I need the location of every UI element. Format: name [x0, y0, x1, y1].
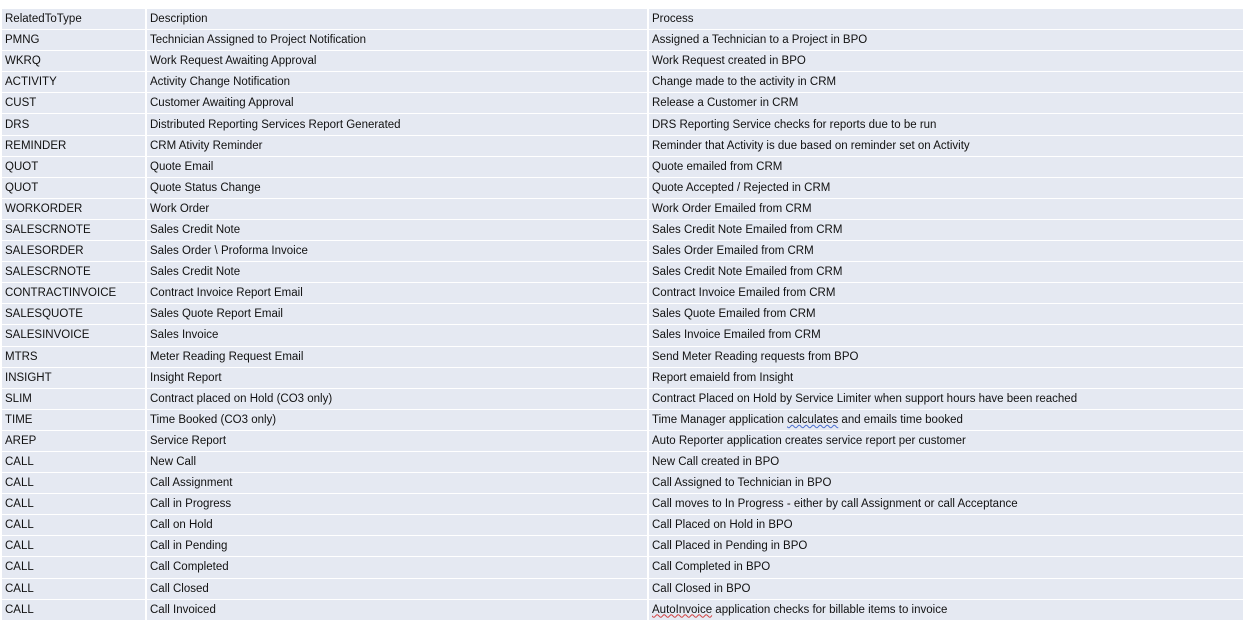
description-cell[interactable]: New Call — [147, 452, 649, 473]
process-cell[interactable]: Auto Reporter application creates service report per customer — [649, 431, 1245, 452]
related-to-type-cell[interactable]: WORKORDER — [2, 199, 147, 220]
related-to-type-cell[interactable]: REMINDER — [2, 136, 147, 157]
table-row — [2, 30, 1245, 51]
table-row — [2, 452, 1245, 473]
spellcheck-word: AutoInvoice — [652, 603, 713, 616]
table-row — [2, 410, 1245, 431]
related-to-type-cell[interactable]: AREP — [2, 431, 147, 452]
related-to-type-cell[interactable]: INSIGHT — [2, 368, 147, 389]
process-cell[interactable]: Time Manager application calculates and emails time booked — [649, 410, 1245, 431]
spellcheck-word: calculates — [787, 413, 839, 426]
related-to-type-cell[interactable]: CALL — [2, 515, 147, 536]
description-cell[interactable]: Sales Quote Report Email — [147, 304, 649, 325]
related-to-type-cell[interactable]: CUST — [2, 93, 147, 114]
table-row — [2, 241, 1245, 262]
description-cell[interactable]: Sales Credit Note — [147, 220, 649, 241]
description-cell[interactable]: Contract placed on Hold (CO3 only) — [147, 389, 649, 410]
process-cell[interactable]: Quote emailed from CRM — [649, 157, 1245, 178]
table-row — [2, 557, 1245, 578]
process-cell[interactable]: Work Order Emailed from CRM — [649, 199, 1245, 220]
related-to-type-cell[interactable]: TIME — [2, 410, 147, 431]
description-cell[interactable]: Call in Progress — [147, 494, 649, 515]
table-row — [2, 431, 1245, 452]
process-cell[interactable]: Sales Credit Note Emailed from CRM — [649, 220, 1245, 241]
header-related-to-type[interactable]: RelatedToType — [2, 9, 147, 30]
table-row — [2, 178, 1245, 199]
process-cell[interactable]: Change made to the activity in CRM — [649, 72, 1245, 93]
table-row — [2, 368, 1245, 389]
related-to-type-cell[interactable]: SLIM — [2, 389, 147, 410]
table-row — [2, 283, 1245, 304]
description-cell[interactable]: Sales Credit Note — [147, 262, 649, 283]
related-to-type-cell[interactable]: MTRS — [2, 347, 147, 368]
process-cell[interactable]: Reminder that Activity is due based on reminder set on Activity — [649, 136, 1245, 157]
related-to-type-cell[interactable]: CALL — [2, 557, 147, 578]
related-to-type-cell[interactable]: ACTIVITY — [2, 72, 147, 93]
description-cell[interactable]: Meter Reading Request Email — [147, 347, 649, 368]
related-to-type-cell[interactable]: SALESCRNOTE — [2, 262, 147, 283]
process-cell[interactable]: Sales Order Emailed from CRM — [649, 241, 1245, 262]
table-row — [2, 72, 1245, 93]
related-to-type-cell[interactable]: CALL — [2, 600, 147, 620]
header-description[interactable]: Description — [147, 9, 649, 30]
related-to-type-cell[interactable]: CALL — [2, 473, 147, 494]
process-cell[interactable]: Call Assigned to Technician in BPO — [649, 473, 1245, 494]
description-cell[interactable]: Technician Assigned to Project Notification — [147, 30, 649, 51]
table-row — [2, 157, 1245, 178]
related-to-type-cell[interactable]: WKRQ — [2, 51, 147, 72]
related-to-type-cell[interactable]: SALESCRNOTE — [2, 220, 147, 241]
table-row — [2, 325, 1245, 346]
process-cell[interactable]: Call moves to In Progress - either by call Assignment or call Acceptance — [649, 494, 1245, 515]
description-cell[interactable]: Quote Email — [147, 157, 649, 178]
description-cell[interactable]: Service Report — [147, 431, 649, 452]
process-cell[interactable]: Call Placed on Hold in BPO — [649, 515, 1245, 536]
related-to-type-cell[interactable]: CALL — [2, 494, 147, 515]
process-cell[interactable]: Call Placed in Pending in BPO — [649, 536, 1245, 557]
table-row — [2, 473, 1245, 494]
table-row — [2, 199, 1245, 220]
related-to-type-cell[interactable]: CALL — [2, 579, 147, 600]
table-row — [2, 515, 1245, 536]
description-cell[interactable]: Customer Awaiting Approval — [147, 93, 649, 114]
process-cell[interactable]: Sales Quote Emailed from CRM — [649, 304, 1245, 325]
description-cell[interactable]: Work Order — [147, 199, 649, 220]
related-to-type-cell[interactable]: SALESORDER — [2, 241, 147, 262]
process-cell[interactable]: New Call created in BPO — [649, 452, 1245, 473]
description-cell[interactable]: Call in Pending — [147, 536, 649, 557]
table-row — [2, 136, 1245, 157]
header-row — [2, 9, 1245, 30]
process-cell[interactable]: Sales Invoice Emailed from CRM — [649, 325, 1245, 346]
table-row — [2, 347, 1245, 368]
table-row — [2, 389, 1245, 410]
process-cell[interactable]: Assigned a Technician to a Project in BPO — [649, 30, 1245, 51]
process-cell[interactable]: Send Meter Reading requests from BPO — [649, 347, 1245, 368]
process-cell[interactable]: Call Completed in BPO — [649, 557, 1245, 578]
description-cell[interactable]: Sales Order \ Proforma Invoice — [147, 241, 649, 262]
description-cell[interactable]: Contract Invoice Report Email — [147, 283, 649, 304]
process-cell[interactable]: AutoInvoice application checks for billable items to invoice — [649, 600, 1245, 620]
description-cell[interactable]: Quote Status Change — [147, 178, 649, 199]
process-cell[interactable]: Contract Invoice Emailed from CRM — [649, 283, 1245, 304]
related-to-type-cell[interactable]: SALESQUOTE — [2, 304, 147, 325]
related-to-type-cell[interactable]: PMNG — [2, 30, 147, 51]
description-cell[interactable]: Call Completed — [147, 557, 649, 578]
related-to-type-cell[interactable]: CALL — [2, 452, 147, 473]
description-cell[interactable]: Call on Hold — [147, 515, 649, 536]
description-cell[interactable]: Call Invoiced — [147, 600, 649, 620]
process-cell[interactable]: Call Closed in BPO — [649, 579, 1245, 600]
table-row — [2, 579, 1245, 600]
description-cell[interactable]: CRM Ativity Reminder — [147, 136, 649, 157]
process-cell[interactable]: Contract Placed on Hold by Service Limiter when support hours have been reached — [649, 389, 1245, 410]
table-row — [2, 114, 1245, 135]
process-cell[interactable]: Work Request created in BPO — [649, 51, 1245, 72]
description-cell[interactable]: Distributed Reporting Services Report Generated — [147, 114, 649, 135]
related-to-type-cell[interactable]: QUOT — [2, 178, 147, 199]
description-cell[interactable]: Insight Report — [147, 368, 649, 389]
description-cell[interactable]: Call Closed — [147, 579, 649, 600]
table-row — [2, 220, 1245, 241]
header-process[interactable]: Process — [649, 9, 1245, 30]
table-row — [2, 536, 1245, 557]
notification-types-table — [2, 9, 1245, 620]
description-cell[interactable]: Work Request Awaiting Approval — [147, 51, 649, 72]
process-cell[interactable]: Release a Customer in CRM — [649, 93, 1245, 114]
description-cell[interactable]: Sales Invoice — [147, 325, 649, 346]
table-row — [2, 600, 1245, 620]
description-cell[interactable]: Time Booked (CO3 only) — [147, 410, 649, 431]
process-cell[interactable]: Sales Credit Note Emailed from CRM — [649, 262, 1245, 283]
related-to-type-cell[interactable]: CONTRACTINVOICE — [2, 283, 147, 304]
related-to-type-cell[interactable]: DRS — [2, 114, 147, 135]
table-body — [2, 30, 1245, 620]
related-to-type-cell[interactable]: CALL — [2, 536, 147, 557]
table-row — [2, 93, 1245, 114]
related-to-type-cell[interactable]: SALESINVOICE — [2, 325, 147, 346]
description-cell[interactable]: Activity Change Notification — [147, 72, 649, 93]
table-row — [2, 494, 1245, 515]
table-row — [2, 51, 1245, 72]
process-cell[interactable]: Report emaield from Insight — [649, 368, 1245, 389]
description-cell[interactable]: Call Assignment — [147, 473, 649, 494]
table-row — [2, 304, 1245, 325]
process-cell[interactable]: Quote Accepted / Rejected in CRM — [649, 178, 1245, 199]
related-to-type-cell[interactable]: QUOT — [2, 157, 147, 178]
table-row — [2, 262, 1245, 283]
process-cell[interactable]: DRS Reporting Service checks for reports due to be run — [649, 114, 1245, 135]
